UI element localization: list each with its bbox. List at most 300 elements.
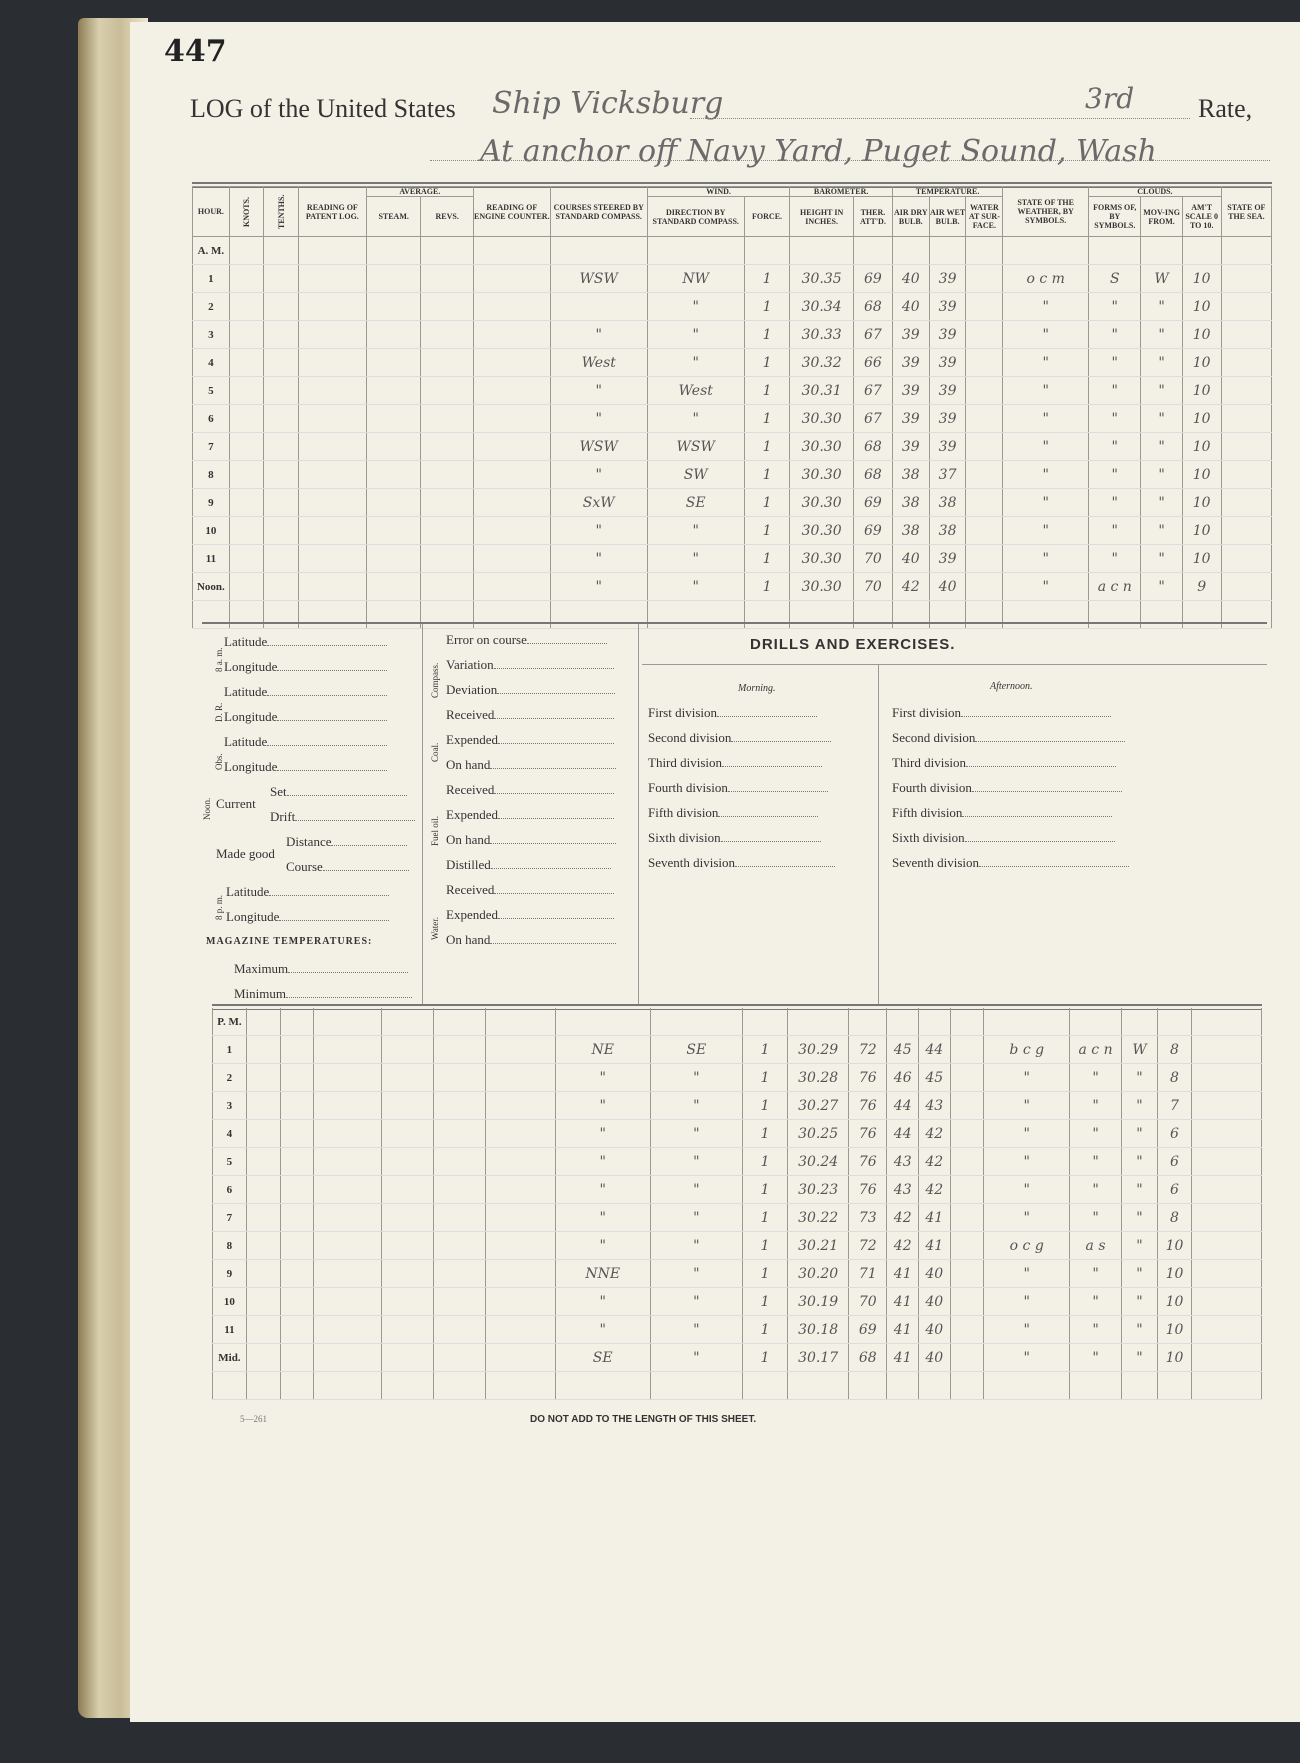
cloud-forms-cell: a s [1070,1232,1122,1260]
cloud-amount-cell: 8 [1158,1064,1192,1092]
latitude-dr [224,684,387,700]
course-cell [550,293,647,321]
water-temp-cell [966,489,1003,517]
am-log-table [192,186,1272,629]
latitude-dr-label: Latitude [224,684,268,699]
empty-cell [229,377,264,405]
empty-cell [246,1372,280,1400]
cloud-amount-cell: 10 [1182,349,1221,377]
barometer-cell: 30.23 [788,1176,849,1204]
wind-force-cell: 1 [743,1176,788,1204]
empty-cell [314,1372,382,1400]
made-good-course-label: Course [286,859,323,874]
empty-cell [743,1008,788,1036]
morning-division-row [648,730,831,746]
course-cell: " [555,1148,650,1176]
cloud-amount-cell: 7 [1158,1092,1192,1120]
sea-state-cell [1221,517,1271,545]
empty-cell [280,1064,314,1092]
ther-cell: 66 [853,349,892,377]
sea-state-cell [1191,1148,1261,1176]
wind-direction-cell: " [650,1120,742,1148]
empty-cell [246,1288,280,1316]
wind-direction-cell: " [647,573,744,601]
course-cell: " [555,1204,650,1232]
cloud-amount-cell: 9 [1182,573,1221,601]
air-wet-cell: 43 [918,1092,950,1120]
table-row [213,1120,1262,1148]
sea-state-cell [1191,1036,1261,1064]
empty-cell [280,1204,314,1232]
water-on-hand [446,932,616,948]
weather-cell: " [984,1204,1070,1232]
cloud-forms-cell: " [1089,433,1141,461]
weather-cell: " [984,1260,1070,1288]
label-dr: D. R. [214,702,224,722]
air-wet-cell: 38 [929,489,966,517]
empty-cell [246,1344,280,1372]
empty-cell [366,321,421,349]
wind-force-cell: 1 [743,1204,788,1232]
cloud-moving-cell: " [1141,293,1182,321]
water-temp-cell [966,321,1003,349]
water-temp-cell [950,1176,984,1204]
hour-cell: 7 [193,433,230,461]
air-dry-cell: 44 [887,1092,919,1120]
cloud-moving-cell: " [1121,1288,1157,1316]
course-cell: " [550,405,647,433]
table-row [193,405,1272,433]
barometer-cell: 30.31 [790,377,854,405]
hour-cell: Mid. [213,1344,247,1372]
empty-cell [246,1316,280,1344]
col-steam: STEAM. [366,197,421,237]
ther-cell: 69 [853,517,892,545]
empty-cell [929,237,966,265]
magazine-max [234,961,408,977]
coal-expended [446,732,614,748]
empty-cell [434,1372,486,1400]
water-distilled [446,857,611,873]
empty-cell [849,1008,887,1036]
cloud-amount-cell: 10 [1182,293,1221,321]
water-temp-cell [966,433,1003,461]
air-wet-cell: 38 [929,517,966,545]
ther-cell: 76 [849,1148,887,1176]
wind-force-cell: 1 [743,1344,788,1372]
empty-cell [280,1148,314,1176]
empty-cell [485,1204,555,1232]
empty-cell [366,573,421,601]
col-air-wet: AIR WET BULB. [929,197,966,237]
cloud-moving-cell: " [1141,573,1182,601]
hour-cell: 8 [213,1232,247,1260]
empty-cell [314,1260,382,1288]
weather-cell: " [984,1288,1070,1316]
empty-cell [298,349,366,377]
wind-force-cell: 1 [744,461,790,489]
afternoon-division-row [892,830,1115,846]
compass-error-label: Error on course [446,632,527,647]
water-temp-cell [966,573,1003,601]
barometer-cell: 30.30 [790,573,854,601]
afternoon-division-row [892,805,1112,821]
empty-cell [264,545,299,573]
empty-cell [298,377,366,405]
empty-cell [744,237,790,265]
wind-direction-cell: " [647,349,744,377]
empty-cell [246,1092,280,1120]
hour-cell: 4 [193,349,230,377]
cloud-amount-cell: 10 [1158,1260,1192,1288]
wind-force-cell: 1 [744,545,790,573]
empty-cell [264,321,299,349]
air-wet-cell: 39 [929,433,966,461]
blank-row [213,1372,1262,1400]
col-temperature: TEMPERATURE. [892,187,1002,197]
empty-cell [485,1120,555,1148]
weather-cell: " [1003,489,1089,517]
col-air-dry: AIR DRY BULB. [892,197,929,237]
air-dry-cell: 40 [892,545,929,573]
barometer-cell: 30.34 [790,293,854,321]
table-row [193,265,1272,293]
course-cell: WSW [550,265,647,293]
empty-cell [849,1372,887,1400]
course-cell: " [555,1064,650,1092]
title-dotted-line [690,118,1190,119]
page-number: 447 [164,34,227,69]
ther-cell: 68 [849,1344,887,1372]
drills-panel [642,664,1267,1005]
ther-cell: 68 [853,433,892,461]
col-height: HEIGHT IN INCHES. [790,197,854,237]
empty-cell [366,265,421,293]
empty-cell [314,1204,382,1232]
table-row [213,1344,1262,1372]
col-engine-counter: READING OF ENGINE COUNTER. [473,187,550,237]
label-8am: 8 a. m. [214,647,224,672]
empty-cell [473,489,550,517]
air-wet-cell: 44 [918,1036,950,1064]
morning-division-row [648,855,835,871]
empty-cell [366,545,421,573]
ther-cell: 70 [849,1288,887,1316]
weather-cell: " [1003,321,1089,349]
morning-division-label: Third division [648,755,723,770]
longitude-dr-label: Longitude [224,709,278,724]
wind-force-cell: 1 [743,1288,788,1316]
air-wet-cell: 39 [929,405,966,433]
empty-cell [473,293,550,321]
course-cell: NNE [555,1260,650,1288]
made-good-course [286,859,409,875]
afternoon-division-row [892,730,1125,746]
air-wet-cell: 41 [918,1204,950,1232]
wind-direction-cell: " [650,1064,742,1092]
empty-cell [966,237,1003,265]
empty-cell [264,293,299,321]
ther-cell: 67 [853,321,892,349]
fuel-expended-label: Expended [446,807,498,822]
empty-cell [485,1092,555,1120]
empty-cell [550,237,647,265]
empty-cell [314,1064,382,1092]
air-dry-cell: 43 [887,1176,919,1204]
log-title: LOG of the United States [190,94,456,123]
hour-cell: 5 [213,1148,247,1176]
wind-force-cell: 1 [744,321,790,349]
wind-force-cell: 1 [743,1260,788,1288]
empty-cell [298,489,366,517]
empty-cell [485,1232,555,1260]
barometer-cell: 30.27 [788,1092,849,1120]
air-wet-cell: 39 [929,349,966,377]
ther-cell: 71 [849,1260,887,1288]
current-set [270,784,407,800]
empty-cell [421,349,473,377]
afternoon-division-label: Fourth division [892,780,972,795]
rate-value: 3rd [1085,82,1135,115]
empty-cell [984,1008,1070,1036]
sea-state-cell [1191,1288,1261,1316]
section-label-row [193,237,1272,265]
empty-cell [473,545,550,573]
water-temp-cell [966,461,1003,489]
course-cell: " [550,517,647,545]
empty-cell [918,1008,950,1036]
wind-direction-cell: " [647,545,744,573]
weather-cell: " [984,1344,1070,1372]
col-tenths: TENTHS. [264,187,299,237]
cloud-moving-cell: " [1121,1204,1157,1232]
empty-cell [314,1120,382,1148]
drills-title: DRILLS AND EXERCISES. [750,636,956,653]
hour-cell: 1 [193,265,230,293]
cloud-forms-cell: " [1089,489,1141,517]
cloud-amount-cell: 10 [1158,1316,1192,1344]
col-force: FORCE. [744,197,790,237]
empty-cell [434,1064,486,1092]
empty-cell [382,1316,434,1344]
ther-cell: 72 [849,1036,887,1064]
morning-division-row [648,705,817,721]
barometer-cell: 30.30 [790,545,854,573]
table-row [213,1260,1262,1288]
barometer-cell: 30.19 [788,1288,849,1316]
hour-cell: 7 [213,1204,247,1232]
empty-cell [264,377,299,405]
ther-cell: 67 [853,405,892,433]
air-wet-cell: 42 [918,1148,950,1176]
cloud-amount-cell: 8 [1158,1204,1192,1232]
afternoon-division-label: Second division [892,730,976,745]
hour-cell: 10 [213,1288,247,1316]
empty-cell [246,1176,280,1204]
empty-cell [421,237,473,265]
empty-cell [246,1120,280,1148]
empty-cell [382,1120,434,1148]
cloud-forms-cell: " [1089,405,1141,433]
cloud-amount-cell: 10 [1182,545,1221,573]
empty-cell [229,545,264,573]
barometer-cell: 30.30 [790,517,854,545]
cloud-moving-cell: " [1121,1176,1157,1204]
air-wet-cell: 42 [918,1176,950,1204]
barometer-cell: 30.18 [788,1316,849,1344]
sea-state-cell [1191,1092,1261,1120]
air-dry-cell: 41 [887,1288,919,1316]
made-good-label: Made good [216,846,275,861]
water-expended [446,907,614,923]
empty-cell [366,405,421,433]
empty-cell [264,517,299,545]
air-dry-cell: 38 [892,461,929,489]
empty-cell [314,1148,382,1176]
sea-state-cell [1221,265,1271,293]
sea-state-cell [1191,1176,1261,1204]
empty-cell [382,1148,434,1176]
air-wet-cell: 40 [918,1260,950,1288]
water-temp-cell [950,1064,984,1092]
cloud-amount-cell: 10 [1182,405,1221,433]
barometer-cell: 30.30 [790,489,854,517]
weather-cell: " [1003,293,1089,321]
cloud-amount-cell: 6 [1158,1148,1192,1176]
barometer-cell: 30.30 [790,405,854,433]
wind-force-cell: 1 [744,349,790,377]
empty-cell [246,1232,280,1260]
cloud-forms-cell: " [1070,1120,1122,1148]
air-wet-cell: 45 [918,1064,950,1092]
barometer-cell: 30.30 [790,461,854,489]
weather-cell: " [984,1148,1070,1176]
morning-division-label: Sixth division [648,830,721,845]
empty-cell [434,1344,486,1372]
sea-state-cell [1221,573,1271,601]
hour-cell: 11 [193,545,230,573]
table-row [193,573,1272,601]
sea-state-cell [1191,1260,1261,1288]
wind-force-cell: 1 [744,293,790,321]
empty-cell [434,1260,486,1288]
cloud-moving-cell: " [1141,349,1182,377]
hour-cell: 3 [193,321,230,349]
air-dry-cell: 40 [892,265,929,293]
cloud-moving-cell: " [1121,1344,1157,1372]
weather-cell: o c m [1003,265,1089,293]
latitude-obs-label: Latitude [224,734,268,749]
empty-cell [1182,237,1221,265]
empty-cell [366,349,421,377]
empty-cell [1158,1008,1192,1036]
coal-expended-label: Expended [446,732,498,747]
empty-cell [314,1316,382,1344]
empty-cell [229,405,264,433]
water-temp-cell [966,405,1003,433]
morning-division-label: Second division [648,730,732,745]
water-temp-cell [950,1344,984,1372]
empty-cell [229,433,264,461]
morning-division-label: Fifth division [648,805,719,820]
empty-cell [246,1036,280,1064]
wind-direction-cell: West [647,377,744,405]
course-cell: " [555,1232,650,1260]
air-dry-cell: 39 [892,321,929,349]
cloud-amount-cell: 10 [1158,1288,1192,1316]
col-barometer: BAROMETER. [790,187,893,197]
magazine-min-label: Minimum [234,986,287,1001]
empty-cell [1191,1008,1261,1036]
empty-cell [264,433,299,461]
air-dry-cell: 41 [887,1316,919,1344]
label-compass: Compass. [430,662,440,698]
barometer-cell: 30.29 [788,1036,849,1064]
cloud-moving-cell: " [1121,1120,1157,1148]
hour-cell: 6 [193,405,230,433]
current-drift-label: Drift [270,809,296,824]
empty-cell [382,1204,434,1232]
empty-cell [434,1232,486,1260]
empty-cell [298,321,366,349]
weather-cell: " [1003,573,1089,601]
cloud-forms-cell: " [1070,1176,1122,1204]
compass-deviation-label: Deviation [446,682,498,697]
fuel-on-hand [446,832,616,848]
sea-state-cell [1221,461,1271,489]
wind-direction-cell: WSW [647,433,744,461]
hour-cell: Noon. [193,573,230,601]
cloud-moving-cell: " [1141,489,1182,517]
empty-cell [485,1288,555,1316]
air-dry-cell: 44 [887,1120,919,1148]
water-temp-cell [966,293,1003,321]
table-row [193,461,1272,489]
air-dry-cell: 46 [887,1064,919,1092]
cloud-forms-cell: " [1070,1260,1122,1288]
ther-cell: 70 [853,573,892,601]
wind-direction-cell: " [650,1176,742,1204]
empty-cell [298,573,366,601]
course-cell: " [555,1092,650,1120]
empty-cell [280,1232,314,1260]
air-wet-cell: 39 [929,545,966,573]
wind-direction-cell: " [650,1148,742,1176]
course-cell: SE [555,1344,650,1372]
empty-cell [280,1316,314,1344]
empty-cell [473,433,550,461]
empty-cell [229,237,264,265]
ther-cell: 76 [849,1176,887,1204]
cloud-forms-cell: " [1089,545,1141,573]
table-row [193,545,1272,573]
barometer-cell: 30.22 [788,1204,849,1232]
air-wet-cell: 40 [918,1316,950,1344]
weather-cell: " [984,1064,1070,1092]
footer-notice: DO NOT ADD TO THE LENGTH OF THIS SHEET. [530,1414,757,1425]
empty-cell [314,1344,382,1372]
empty-cell [434,1316,486,1344]
water-temp-cell [966,545,1003,573]
course-cell: " [550,573,647,601]
cloud-forms-cell: a c n [1070,1036,1122,1064]
empty-cell [887,1008,919,1036]
afternoon-division-label: Third division [892,755,967,770]
section-label: A. M. [193,237,230,265]
cloud-moving-cell: " [1121,1232,1157,1260]
empty-cell [485,1316,555,1344]
form-number: 5—261 [240,1414,267,1424]
